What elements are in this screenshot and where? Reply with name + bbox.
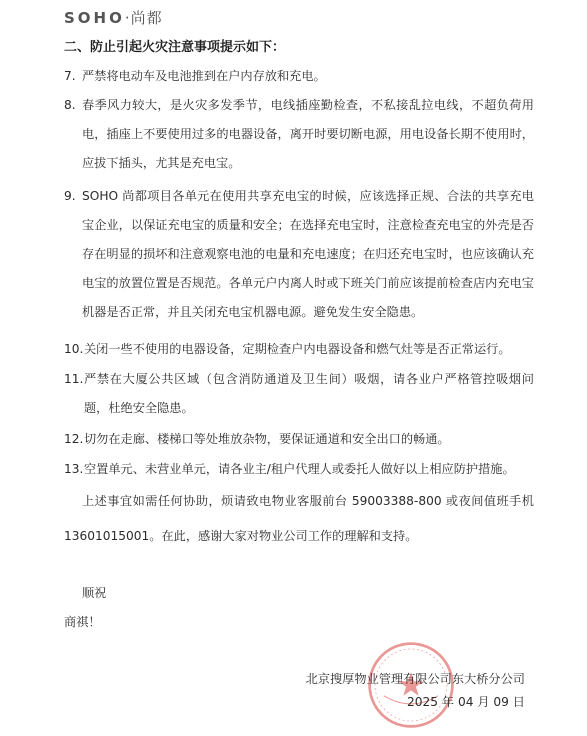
closing-line-1: 顺祝	[82, 586, 107, 600]
section-heading: 二、防止引起火灾注意事项提示如下：	[64, 40, 286, 55]
closing-line-2: 商祺！	[64, 615, 101, 629]
notice-item-13	[64, 455, 534, 484]
signature-company: 北京搜厚物业管理有限公司东大桥分公司	[305, 672, 525, 686]
item-text: 关闭一些不使用的电器设备，定期检查户内电器设备和燃气灶等是否正常运行。	[84, 342, 511, 356]
signature-date: 2025 年 04 月 09 日	[407, 695, 525, 709]
notice-item-8	[64, 91, 534, 178]
item-number: 13.	[64, 462, 84, 476]
notice-item-7	[64, 62, 534, 91]
logo-suffix: ·尚都	[124, 9, 163, 27]
item-text: 严禁将电动车及电池推到在户内存放和充电。	[82, 69, 326, 83]
notice-item-9	[64, 182, 534, 327]
item-number: 9.	[64, 189, 76, 203]
signature-block	[306, 668, 525, 714]
logo-brand: SOHO	[64, 9, 125, 27]
item-number: 10.	[64, 342, 84, 356]
item-number: 7.	[64, 69, 76, 83]
soho-logo	[64, 7, 163, 28]
item-number: 12.	[64, 432, 84, 446]
item-text: 春季风力较大，是火灾多发季节，电线插座勤检查，不私接乱拉电线，不超负荷用电，插座上不要使用过多的电器设备，离开时要切断电源，用电设备长期不使用时，应拔下插头，尤其是充电宝。	[82, 98, 534, 170]
notice-item-11	[64, 365, 534, 423]
contact-paragraph: 上述事宜如需任何协助，烦请致电物业客服前台 59003388-800 或夜间值班手机 13601015001。在此，感谢大家对物业公司工作的理解和支持。	[64, 494, 534, 543]
notice-item-12	[64, 425, 534, 454]
item-text: 严禁在大厦公共区域（包含消防通道及卫生间）吸烟，请各业户严格管控吸烟问题，杜绝安全隐患。	[84, 372, 534, 415]
item-text: SOHO 尚都项目各单元在使用共享充电宝的时候，应该选择正规、合法的共享充电宝企业，以保证充电宝的质量和安全；在选择充电宝时，注意检查充电宝的外壳是否存在明显的损坏和注意观察电池的电量和充电速度；在归还充电宝时，也应该确认充电宝的放置位置是否规范。各单元户内离人时或下班关门前应该提前检查店内充电宝机器是否正常，并且关闭充电宝机器电源。避免发生安全隐患。	[82, 189, 534, 319]
item-text: 切勿在走廊、楼梯口等处堆放杂物，要保证通道和安全出口的畅通。	[84, 432, 450, 446]
notice-item-10	[64, 335, 534, 364]
item-number: 8.	[64, 98, 76, 112]
item-number: 11.	[64, 372, 84, 386]
item-text: 空置单元、未营业单元，请各业主/租户代理人或委托人做好以上相应防护措施。	[84, 462, 515, 476]
